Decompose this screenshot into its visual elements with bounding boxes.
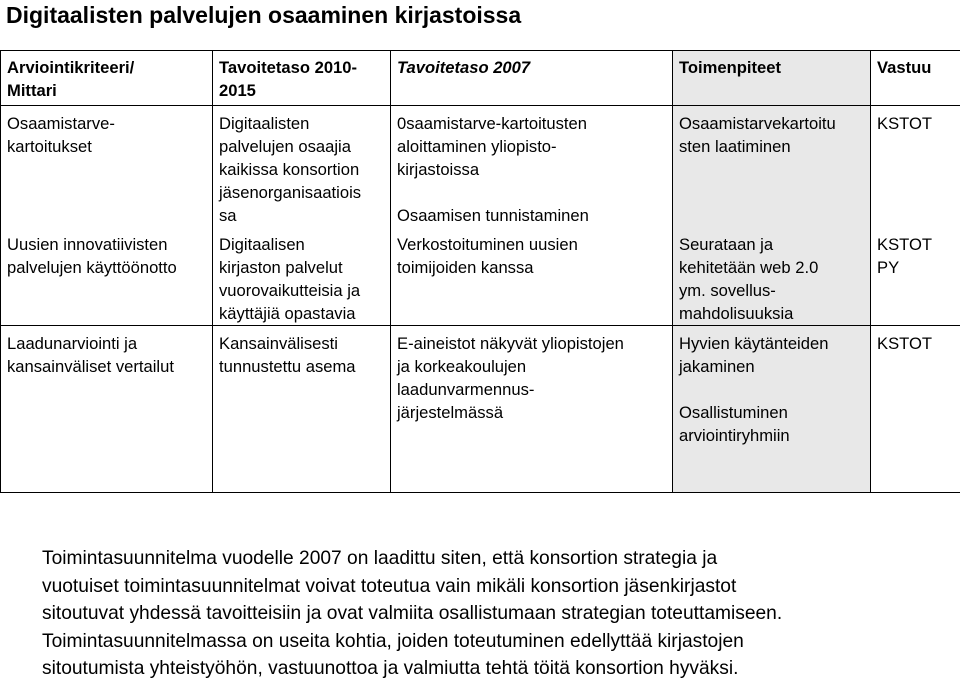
header-target-2010-2015: Tavoitetaso 2010- 2015 — [213, 51, 391, 106]
cell-target-2010-2015: Digitaalisen kirjaston palvelut vuorovaikutteisia ja käyttäjiä opastavia — [213, 227, 391, 326]
cell-criteria: Uusien innovatiivisten palvelujen käyttöönotto — [1, 227, 213, 326]
cell-actions: Hyvien käytänteiden jakaminen Osallistuminen arviointiryhmiin — [673, 326, 871, 493]
objectives-table — [0, 50, 960, 493]
cell-target-2010-2015: Digitaalisten palvelujen osaajia kaikissa konsortion jäsenorganisaatiois sa — [213, 106, 391, 228]
table-row — [1, 106, 960, 228]
cell-responsibility: KSTOT — [871, 106, 960, 228]
cell-target-2007: 0saamistarve-kartoitusten aloittaminen yliopisto- kirjastoissa Osaamisen tunnistaminen — [391, 106, 673, 228]
header-actions: Toimenpiteet — [673, 51, 871, 106]
cell-responsibility: KSTOT — [871, 326, 960, 493]
cell-target-2010-2015: Kansainvälisesti tunnustettu asema — [213, 326, 391, 493]
header-responsibility: Vastuu — [871, 51, 960, 106]
cell-criteria: Osaamistarve- kartoitukset — [1, 106, 213, 228]
cell-target-2007: Verkostoituminen uusien toimijoiden kanssa — [391, 227, 673, 326]
table-header-row — [1, 51, 960, 106]
body-paragraph: Toimintasuunnitelma vuodelle 2007 on laadittu siten, että konsortion strategia ja vuotuiset toimintasuunnitelmat voivat toteutua vain mikäli konsortion jäsenkirjastot sitoutuvat yhdessä tavoitteisiin ja ovat valmiita osallistumaan strategian toteuttamiseen. Toimintasuunnitelmassa on useita kohtia, joiden toteutuminen edellyttää kirjastojen sitoutumista yhteistyöhön, vastuunottoa ja valmiutta tehtä töitä konsortion hyväksi. — [42, 548, 783, 679]
cell-responsibility: KSTOT PY — [871, 227, 960, 326]
table-row — [1, 227, 960, 326]
cell-target-2007: E-aineistot näkyvät yliopistojen ja korkeakoulujen laadunvarmennus- järjestelmässä — [391, 326, 673, 493]
cell-actions: Seurataan ja kehitetään web 2.0 ym. sovellus- mahdolisuuksia — [673, 227, 871, 326]
header-criteria: Arviointikriteeri/ Mittari — [1, 51, 213, 106]
table-row — [1, 326, 960, 493]
header-target-2007: Tavoitetaso 2007 — [391, 51, 673, 106]
cell-actions: Osaamistarvekartoitu sten laatiminen — [673, 106, 871, 228]
cell-criteria: Laadunarviointi ja kansainväliset vertailut — [1, 326, 213, 493]
page-title: Digitaalisten palvelujen osaaminen kirjastoissa — [6, 2, 522, 28]
